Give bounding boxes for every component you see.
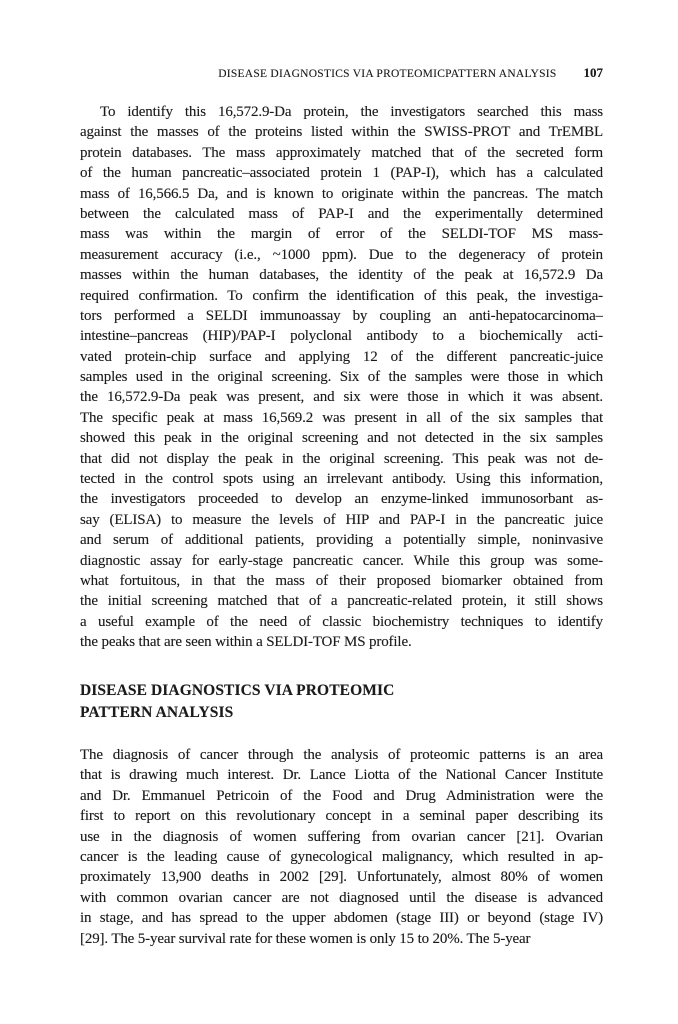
text-line: diagnostic assay for early-stage pancreatic cancer. While this group was some- — [80, 552, 603, 569]
text-line: The diagnosis of cancer through the analysis of proteomic patterns is an area — [80, 747, 603, 763]
text-line: proximately 13,900 deaths in 2002 [29]. Unfortunately, almost 80% of women — [80, 869, 603, 886]
text-line: intestine–pancreas (HIP)/PAP-I polyclonal antibody to a biochemically acti- — [80, 328, 603, 345]
text-line: with common ovarian cancer are not diagnosed until the disease is advanced — [80, 889, 603, 906]
paragraph-2 — [80, 745, 603, 949]
text-line: that is drawing much interest. Dr. Lance Liotta of the National Cancer Institute — [80, 767, 603, 784]
text-line: samples used in the original screening. Six of the samples were those in which — [80, 369, 603, 386]
text-line: mass was within the margin of error of the SELDI-TOF MS mass- — [80, 226, 603, 243]
text-line: in stage, and has spread to the upper abdomen (stage III) or beyond (stage IV) — [80, 910, 603, 927]
text-line: tors performed a SELDI immunoassay by coupling an anti-hepatocarcinoma– — [80, 307, 603, 324]
text-line: and serum of additional patients, providing a potentially simple, noninvasive — [80, 532, 603, 549]
text-line: the initial screening matched that of a pancreatic-related protein, it still shows — [80, 593, 603, 610]
text-line: use in the diagnosis of women suffering from ovarian cancer [21]. Ovarian — [80, 828, 603, 845]
text-line: say (ELISA) to measure the levels of HIP and PAP-I in the pancreatic juice — [80, 511, 603, 528]
text-line: The specific peak at mass 16,569.2 was present in all of the six samples that — [80, 409, 603, 426]
text-line: and Dr. Emmanuel Petricoin of the Food and Drug Administration were the — [80, 787, 603, 804]
text-line: the investigators proceeded to develop an enzyme-linked immunosorbant as- — [80, 491, 603, 508]
text-line: the peaks that are seen within a SELDI-TOF MS profile. — [80, 634, 412, 651]
text-line: measurement accuracy (i.e., ~1000 ppm). Due to the degeneracy of protein — [80, 246, 603, 263]
text-line: masses within the human databases, the identity of the peak at 16,572.9 Da — [80, 267, 603, 284]
text-line: vated protein-chip surface and applying 12 of the different pancreatic-juice — [80, 348, 603, 365]
running-title: DISEASE DIAGNOSTICS VIA PROTEOMICPATTERN ANALYSIS — [218, 68, 557, 80]
text-line: required confirmation. To confirm the identification of this peak, the investiga- — [80, 287, 603, 304]
text-line: cancer is the leading cause of gynecological malignancy, which resulted in ap- — [80, 848, 603, 865]
section-heading — [80, 680, 603, 724]
text-line: protein databases. The mass approximately matched that of the secreted form — [80, 144, 603, 161]
text-line: DISEASE DIAGNOSTICS VIA PROTEOMIC — [80, 682, 395, 699]
text-line: between the calculated mass of PAP-I and the experimentally determined — [80, 205, 603, 222]
text-line: what fortuitous, in that the mass of their proposed biomarker obtained from — [80, 572, 603, 589]
paragraph-1 — [80, 102, 603, 653]
text-line: To identify this 16,572.9-Da protein, the investigators searched this mass — [100, 104, 603, 120]
running-header — [80, 65, 603, 81]
text-line: mass of 16,566.5 Da, and is known to originate within the pancreas. The match — [80, 185, 603, 202]
text-line: tected in the control spots using an irrelevant antibody. Using this information, — [80, 471, 603, 488]
text-line: PATTERN ANALYSIS — [80, 704, 234, 721]
page-number: 107 — [583, 65, 603, 80]
text-line: against the masses of the proteins listed within the SWISS-PROT and TrEMBL — [80, 124, 603, 141]
text-line: a useful example of the need of classic biochemistry techniques to identify — [80, 613, 603, 630]
text-line: showed this peak in the original screening and not detected in the six samples — [80, 430, 603, 447]
text-line: of the human pancreatic–associated protein 1 (PAP-I), which has a calculated — [80, 165, 603, 182]
text-line: [29]. The 5-year survival rate for these women is only 15 to 20%. The 5-year — [80, 930, 531, 947]
text-line: that did not display the peak in the original screening. This peak was not de- — [80, 450, 603, 467]
text-line: the 16,572.9-Da peak was present, and six were those in which it was absent. — [80, 389, 603, 406]
text-line: first to report on this revolutionary concept in a seminal paper describing its — [80, 808, 603, 825]
